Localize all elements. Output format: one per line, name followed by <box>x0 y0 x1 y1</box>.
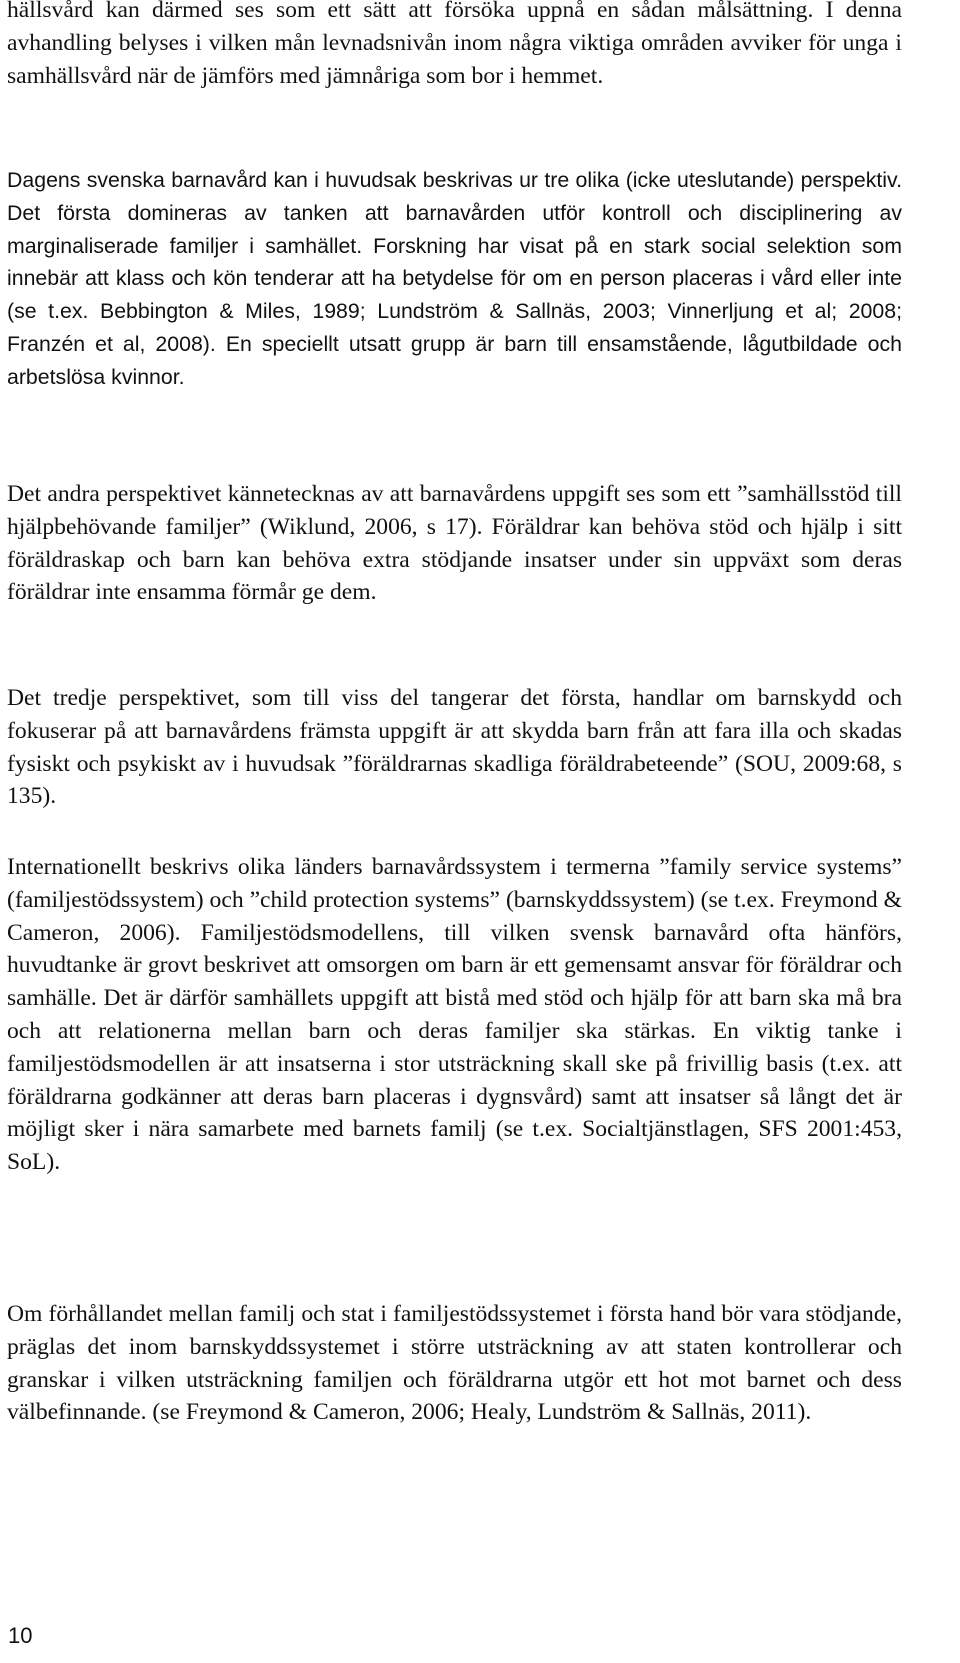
paragraph-international-systems: Internationellt beskrivs olika länders barnavårdssystem i termerna ”family service systems” (familjestödssystem) och ”child protection systems” (barnskyddssystem) (se t.ex. Freymond & Cameron, 2006). Familjestödsmodellens, till vilken svensk barnavård ofta hänförs, huvudtanke är grovt beskrivet att omsorgen om barn är ett gemensamt ansvar för föräldrar och samhälle. Det är därför samhällets uppgift att bistå med stöd och hjälp för att barn ska må bra och att relationerna mellan barn och deras familjer ska stärkas. En viktig tanke i familjestödsmodellen är att insatserna i stor utsträckning skall ske på frivillig basis (t.ex. att föräldrarna godkänner att deras barn placeras i dygnsvård) samt att insatser så långt det är möjligt sker i nära samarbete med barnets familj (se t.ex. Socialtjänstlagen, SFS 2001:453, SoL). <box>7 854 902 1176</box>
paragraph-three-perspectives: Dagens svenska barnavård kan i huvudsak beskrivas ur tre olika (icke uteslutande) perspektiv. Det första domineras av tanken att barnavården utför kontroll och disciplinering av marginaliserade familjer i samhället. Forskning har visat på en stark social selektion som innebär att klass och kön tenderar att ha betydelse för om en person placeras i vård eller inte (se t.ex. Bebbington & Miles, 1989; Lundström & Sallnäs, 2003; Vinnerljung et al; 2008; Franzén et al, 2008). En speciellt utsatt grupp är barn till ensamstående, lågutbildade och arbetslösa kvinnor. <box>7 168 902 389</box>
paragraph-third-perspective: Det tredje perspektivet, som till viss del tangerar det första, handlar om barnskydd och fokuserar på att barnavårdens främsta uppgift är att skydda barn från att fara illa och skadas fysiskt och psykiskt av i huvudsak ”föräldrarnas skadliga föräldrabeteende” (SOU, 2009:68, s 135). <box>7 685 902 810</box>
paragraph-second-perspective: Det andra perspektivet kännetecknas av att barnavårdens uppgift ses som ett ”samhällsstöd till hjälpbehövande familjer” (Wiklund, 2006, s 17). Föräldrar kan behöva stöd och hjälp i sitt föräldraskap och barn kan behöva extra stödjande insatser under sin uppväxt som deras föräldrar inte ensamma förmår ge dem. <box>7 481 902 606</box>
paragraph-intro-continuation: hällsvård kan därmed ses som ett sätt att försöka uppnå en sådan målsättning. I denna avhandling belyses i vilken mån levnadsnivån inom några viktiga områden avviker för unga i samhällsvård när de jämförs med jämnåriga som bor i hemmet. <box>7 0 902 89</box>
page-number: 10 <box>8 1623 33 1648</box>
paragraph-family-state-relation: Om förhållandet mellan familj och stat i familjestödssystemet i första hand bör vara stödjande, präglas det inom barnskyddssystemet i större utsträckning av att staten kontrollerar och granskar i vilken utsträckning familjen och föräldrarna utgör ett hot mot barnet och dess välbefinnande. (se Freymond & Cameron, 2006; Healy, Lundström & Sallnäs, 2011). <box>7 1301 902 1426</box>
